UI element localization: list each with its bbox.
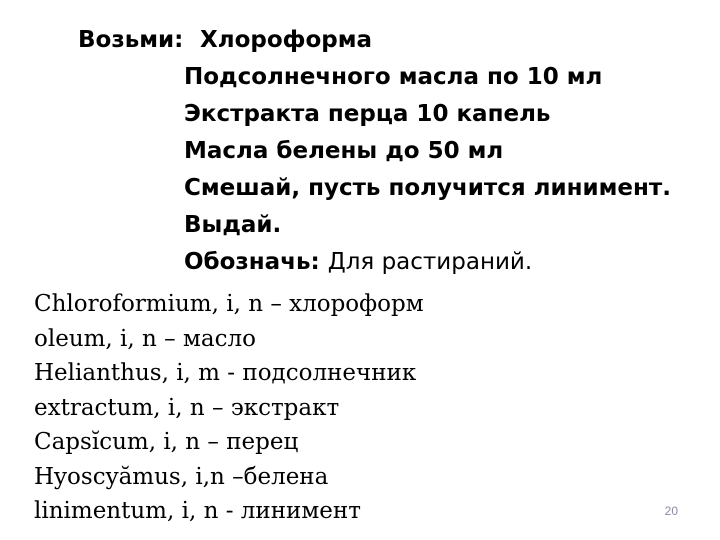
vocabulary-item: Capsĭcum, i, n – перец [34,429,299,455]
prescription-line: Экстракта перца 10 капель [184,101,551,127]
vocabulary-item: extractum, i, n – экстракт [34,394,340,421]
signa-text: Для растираний. [327,249,533,275]
vocabulary-item: linimentum, i, n - линимент [34,498,361,524]
prescription-line: Хлороформа [200,27,373,53]
signa-label: Обозначь: [184,249,320,275]
vocabulary-item: Hyoscyămus, i,n –белена [34,463,329,490]
prescription-signa [184,247,532,277]
vocabulary-item: oleum, i, n – масло [34,325,256,352]
prescription-line: Подсолнечного масла по 10 мл [184,64,603,90]
prescription-line: Масла белены до 50 мл [184,138,504,164]
vocabulary-item: Helianthus, i, m - подсолнечник [34,360,417,386]
prescription-lead-label: Возьми: [78,27,184,53]
page-number: 20 [664,504,678,518]
prescription-line: Выдай. [184,212,282,238]
prescription-lead [78,25,183,55]
vocabulary-list [34,287,424,529]
vocabulary-item: Chloroformium, i, n – хлороформ [34,291,424,317]
prescription-line: Смешай, пусть получится линимент. [184,175,671,201]
